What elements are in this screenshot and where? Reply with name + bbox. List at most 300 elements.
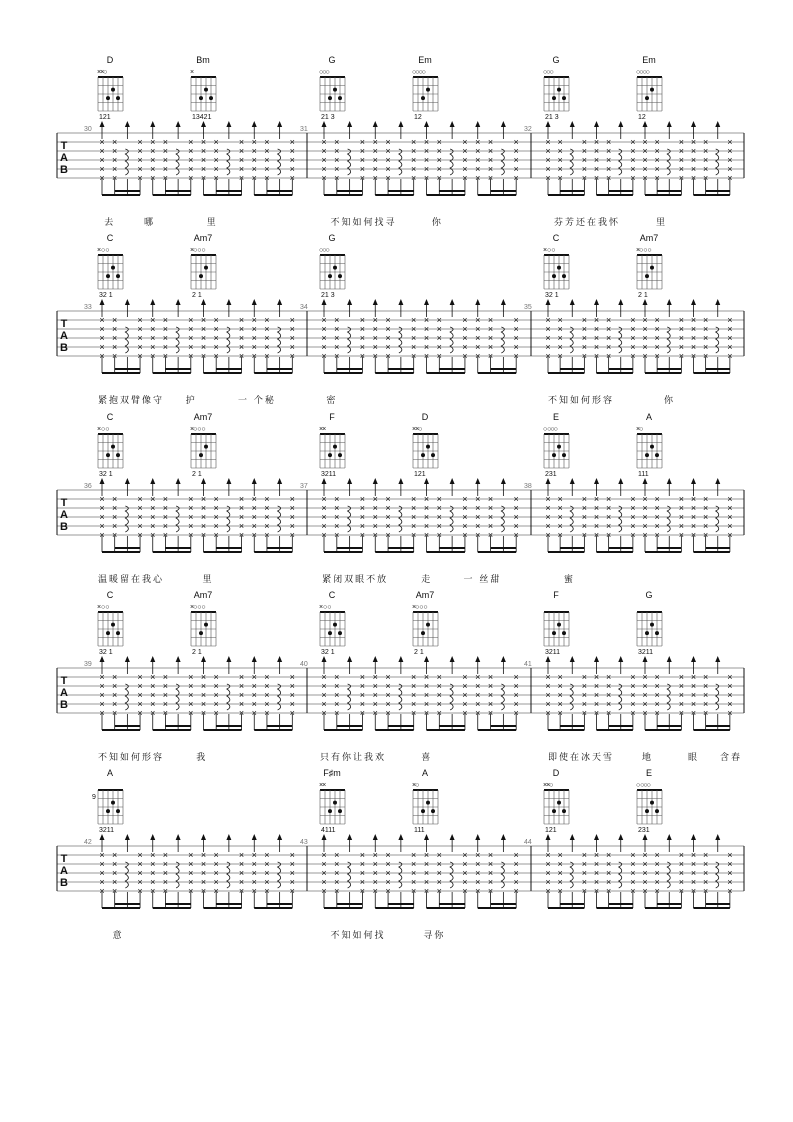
svg-text:×: × [238, 146, 245, 156]
svg-text:×: × [487, 521, 494, 531]
svg-text:×: × [359, 494, 366, 504]
svg-text:×: × [251, 351, 257, 361]
svg-text:×: × [359, 324, 366, 334]
svg-text:×: × [137, 173, 143, 183]
svg-text:×: × [605, 494, 612, 504]
svg-text:×: × [200, 672, 207, 682]
svg-text:×: × [475, 877, 481, 887]
strum-stroke [214, 137, 219, 183]
chord-diagram [97, 55, 123, 121]
svg-text:×: × [557, 530, 563, 540]
svg-text:×: × [581, 494, 588, 504]
svg-text:×: × [436, 681, 442, 691]
svg-text:×: × [238, 530, 245, 540]
strum-stroke [321, 850, 326, 896]
svg-text:×: × [605, 324, 612, 334]
svg-text:×: × [642, 530, 648, 540]
svg-text:×: × [137, 164, 143, 174]
strum-stroke [214, 672, 219, 718]
svg-text:×: × [150, 137, 156, 147]
svg-text:×: × [200, 503, 207, 513]
svg-text:×: × [372, 886, 378, 896]
svg-text:×: × [411, 164, 417, 174]
svg-text:×: × [678, 512, 685, 522]
measure [300, 768, 531, 908]
svg-text:×: × [411, 699, 417, 709]
svg-text:×: × [137, 512, 143, 522]
svg-text:×: × [593, 868, 600, 878]
svg-text:×: × [200, 877, 207, 887]
svg-text:×: × [727, 868, 733, 878]
chord-grid [191, 255, 216, 289]
finger-numbers: 21 3 [545, 114, 559, 121]
chord-name: A [421, 768, 429, 778]
svg-text:×: × [593, 164, 600, 174]
strum-stroke [163, 850, 168, 896]
svg-text:×: × [213, 137, 219, 147]
strum-stroke [290, 850, 295, 896]
finger-numbers: 32 1 [321, 649, 335, 656]
svg-text:×: × [334, 886, 340, 896]
strum-stroke [619, 506, 622, 532]
strum-stroke [450, 862, 453, 888]
svg-text:×: × [321, 681, 327, 691]
svg-text:×: × [334, 877, 340, 887]
chord-grid [98, 255, 123, 289]
strum-stroke [630, 315, 635, 361]
svg-text:×: × [359, 690, 366, 700]
strum-stroke [557, 494, 562, 540]
svg-text:×: × [162, 494, 169, 504]
svg-text:×: × [289, 164, 295, 174]
svg-text:×: × [334, 868, 340, 878]
svg-text:×: × [487, 494, 494, 504]
strum-stroke [475, 137, 480, 183]
svg-text:×: × [702, 868, 709, 878]
svg-text:×: × [545, 164, 551, 174]
lyric-text: 地 [642, 753, 654, 763]
strum-stroke [411, 672, 416, 718]
chord-grid [320, 790, 345, 824]
strum-stroke [437, 850, 442, 896]
svg-text:×: × [513, 494, 519, 504]
svg-text:×: × [372, 494, 378, 504]
svg-text:×: × [727, 146, 733, 156]
strum-stroke [360, 494, 365, 540]
svg-text:×: × [112, 530, 118, 540]
measure [300, 55, 531, 195]
svg-text:×: × [200, 708, 207, 718]
strum-stroke [703, 494, 708, 540]
svg-text:×: × [385, 672, 391, 682]
svg-text:×: × [238, 708, 245, 718]
string-marks: ○○○ [543, 69, 553, 76]
svg-text:×: × [213, 324, 219, 334]
svg-text:×: × [690, 859, 697, 869]
svg-text:×: × [112, 681, 118, 691]
lyric-text: 里 [656, 218, 668, 228]
svg-text:×: × [200, 521, 207, 531]
svg-text:×: × [642, 886, 648, 896]
measure-number: 36 [84, 483, 92, 490]
svg-text:×: × [462, 868, 468, 878]
svg-text:×: × [690, 137, 697, 147]
svg-text:×: × [475, 333, 481, 343]
strum-stroke [360, 850, 365, 896]
measure-number: 43 [300, 839, 308, 846]
svg-text:×: × [200, 342, 207, 352]
svg-text:×: × [112, 877, 118, 887]
strum-stroke [691, 494, 696, 540]
svg-text:×: × [385, 137, 391, 147]
svg-text:×: × [727, 164, 733, 174]
chord-name: C [106, 590, 114, 600]
svg-text:×: × [162, 351, 169, 361]
svg-text:×: × [213, 342, 219, 352]
svg-text:×: × [385, 173, 391, 183]
svg-text:×: × [385, 681, 391, 691]
svg-text:×: × [334, 351, 340, 361]
svg-text:×: × [630, 155, 636, 165]
svg-text:×: × [372, 512, 378, 522]
svg-text:×: × [289, 333, 295, 343]
svg-text:×: × [150, 886, 156, 896]
strum-stroke [188, 672, 193, 718]
string-marks: × ○ ○ [319, 604, 331, 611]
strum-stroke [360, 137, 365, 183]
svg-text:×: × [372, 342, 378, 352]
svg-text:×: × [99, 699, 105, 709]
svg-text:×: × [162, 877, 169, 887]
svg-text:×: × [162, 333, 169, 343]
strum-stroke [727, 137, 732, 183]
svg-text:×: × [545, 173, 551, 183]
svg-text:×: × [581, 137, 588, 147]
svg-text:×: × [462, 503, 468, 513]
svg-text:×: × [385, 877, 391, 887]
svg-text:×: × [150, 333, 156, 343]
svg-text:×: × [436, 530, 442, 540]
strum-stroke [150, 672, 155, 718]
strum-stroke [112, 672, 117, 718]
string-marks: × [190, 69, 194, 76]
finger-numbers: 32 1 [545, 292, 559, 299]
svg-text:×: × [251, 521, 257, 531]
svg-text:×: × [593, 503, 600, 513]
svg-text:×: × [642, 351, 648, 361]
svg-text:×: × [642, 859, 648, 869]
strum-stroke [475, 850, 480, 896]
svg-text:×: × [289, 315, 295, 325]
string-marks: ○○○ [319, 247, 329, 254]
svg-text:×: × [385, 690, 391, 700]
svg-text:×: × [150, 342, 156, 352]
svg-text:×: × [545, 146, 551, 156]
chord-grid [320, 77, 345, 111]
svg-text:×: × [545, 708, 551, 718]
svg-text:×: × [188, 315, 194, 325]
svg-text:×: × [678, 342, 685, 352]
svg-text:×: × [200, 690, 207, 700]
chord-grid [544, 434, 569, 468]
svg-text:×: × [642, 146, 648, 156]
svg-text:×: × [475, 868, 481, 878]
chord-name: G [328, 233, 336, 243]
svg-text:×: × [359, 521, 366, 531]
chord-grid [544, 790, 569, 824]
svg-text:×: × [462, 521, 468, 531]
svg-text:×: × [581, 351, 588, 361]
svg-text:×: × [137, 155, 143, 165]
string-marks: × ○ ○ [97, 247, 109, 254]
svg-text:×: × [581, 530, 588, 540]
svg-text:×: × [654, 877, 660, 887]
svg-text:×: × [557, 164, 563, 174]
svg-text:×: × [513, 699, 519, 709]
strum-stroke [125, 327, 128, 353]
svg-text:×: × [630, 699, 636, 709]
svg-text:×: × [150, 512, 156, 522]
svg-text:×: × [487, 512, 494, 522]
svg-text:×: × [557, 155, 563, 165]
svg-text:×: × [475, 672, 481, 682]
svg-text:×: × [545, 494, 551, 504]
svg-text:×: × [690, 173, 697, 183]
svg-text:×: × [137, 690, 143, 700]
string-marks: ××○ [412, 426, 422, 433]
strum-stroke [619, 149, 622, 175]
svg-text:×: × [162, 672, 169, 682]
svg-text:×: × [630, 690, 636, 700]
tab-system [57, 233, 744, 406]
svg-text:×: × [112, 868, 118, 878]
svg-text:×: × [334, 859, 340, 869]
strum-stroke [727, 672, 732, 718]
measure-number: 41 [524, 661, 532, 668]
tab-clef-letter: B [60, 521, 68, 533]
svg-text:×: × [200, 333, 207, 343]
svg-text:×: × [385, 886, 391, 896]
fret-number: 9 [92, 794, 96, 801]
svg-text:×: × [593, 877, 600, 887]
svg-text:×: × [630, 173, 636, 183]
strum-stroke [557, 137, 562, 183]
svg-text:×: × [642, 690, 648, 700]
strum-stroke [582, 494, 587, 540]
svg-text:×: × [605, 859, 612, 869]
lyric-text: 你 [431, 218, 443, 228]
svg-text:×: × [251, 877, 257, 887]
svg-text:×: × [605, 868, 612, 878]
strum-stroke [679, 672, 684, 718]
svg-text:×: × [238, 503, 245, 513]
tab-clef-letter: A [60, 687, 68, 699]
svg-text:×: × [334, 512, 340, 522]
strum-stroke [630, 494, 635, 540]
svg-text:×: × [321, 530, 327, 540]
finger-numbers: 3211 [638, 649, 654, 656]
svg-text:×: × [188, 521, 194, 531]
strum-stroke [321, 494, 326, 540]
svg-text:×: × [593, 512, 600, 522]
strum-stroke [545, 850, 550, 896]
strum-stroke [321, 672, 326, 718]
svg-text:×: × [702, 708, 709, 718]
svg-text:×: × [513, 503, 519, 513]
svg-text:×: × [289, 886, 295, 896]
svg-text:×: × [162, 324, 169, 334]
svg-text:×: × [112, 315, 118, 325]
svg-text:×: × [605, 164, 612, 174]
svg-text:×: × [411, 868, 417, 878]
svg-text:×: × [605, 146, 612, 156]
svg-text:×: × [423, 886, 430, 896]
chord-grid [413, 434, 438, 468]
svg-text:×: × [581, 146, 588, 156]
svg-text:×: × [334, 164, 340, 174]
svg-text:×: × [112, 351, 118, 361]
strum-stroke [176, 149, 179, 175]
strum-stroke [321, 137, 326, 183]
svg-text:×: × [630, 877, 636, 887]
svg-text:×: × [238, 868, 245, 878]
strum-stroke [437, 494, 442, 540]
strum-stroke [214, 850, 219, 896]
svg-text:×: × [112, 850, 118, 860]
svg-text:×: × [213, 690, 219, 700]
chord-name: G [552, 55, 560, 65]
svg-text:×: × [423, 494, 430, 504]
tab-clef-letter: B [60, 164, 68, 176]
svg-text:×: × [557, 512, 563, 522]
svg-text:×: × [213, 315, 219, 325]
strum-stroke [514, 315, 519, 361]
svg-text:×: × [462, 173, 468, 183]
svg-text:×: × [251, 503, 257, 513]
strum-stroke [360, 672, 365, 718]
measure-number: 40 [300, 661, 308, 668]
strum-stroke [488, 137, 493, 183]
measure-number: 37 [300, 483, 308, 490]
strum-stroke [137, 494, 142, 540]
tab-clef-letter: A [60, 509, 68, 521]
svg-text:×: × [436, 146, 442, 156]
svg-text:×: × [200, 155, 207, 165]
strum-stroke [450, 327, 453, 353]
svg-text:×: × [385, 315, 391, 325]
strum-stroke [252, 137, 257, 183]
svg-text:×: × [690, 164, 697, 174]
strum-stroke [348, 327, 351, 353]
svg-text:×: × [200, 850, 207, 860]
svg-text:×: × [99, 681, 105, 691]
svg-text:×: × [251, 681, 257, 691]
measure [524, 55, 744, 195]
lyric-text: 去 [104, 218, 116, 228]
strum-stroke [703, 315, 708, 361]
svg-text:×: × [99, 164, 105, 174]
svg-text:×: × [372, 503, 378, 513]
string-marks: ×○ ○ ○ [412, 604, 427, 611]
svg-text:×: × [188, 859, 194, 869]
svg-text:×: × [513, 324, 519, 334]
strum-stroke [334, 672, 339, 718]
svg-text:×: × [593, 146, 600, 156]
strum-stroke [606, 494, 611, 540]
svg-text:×: × [487, 146, 494, 156]
svg-text:×: × [630, 850, 636, 860]
svg-text:×: × [137, 868, 143, 878]
svg-text:×: × [321, 315, 327, 325]
svg-text:×: × [642, 512, 648, 522]
strum-stroke [462, 494, 467, 540]
svg-text:×: × [112, 324, 118, 334]
svg-text:×: × [238, 512, 245, 522]
svg-text:×: × [581, 521, 588, 531]
svg-text:×: × [593, 494, 600, 504]
svg-text:×: × [593, 850, 600, 860]
finger-numbers: 32 1 [99, 292, 113, 299]
strum-stroke [462, 315, 467, 361]
svg-text:×: × [462, 859, 468, 869]
svg-text:×: × [630, 324, 636, 334]
svg-text:×: × [334, 672, 340, 682]
svg-text:×: × [251, 886, 257, 896]
strum-stroke [278, 684, 281, 710]
strum-stroke [679, 850, 684, 896]
svg-text:×: × [727, 333, 733, 343]
strum-stroke [373, 137, 378, 183]
svg-text:×: × [359, 503, 366, 513]
finger-numbers: 3211 [321, 471, 337, 478]
svg-text:×: × [513, 351, 519, 361]
lyric-text: 不知如何形容 [548, 396, 615, 406]
svg-text:×: × [150, 859, 156, 869]
svg-text:×: × [642, 315, 648, 325]
strum-stroke [125, 862, 128, 888]
svg-text:×: × [99, 146, 105, 156]
chord-name: C [328, 590, 336, 600]
svg-text:×: × [436, 342, 442, 352]
strum-stroke [606, 137, 611, 183]
svg-text:×: × [359, 886, 366, 896]
svg-text:×: × [654, 521, 660, 531]
svg-text:×: × [581, 324, 588, 334]
svg-text:×: × [545, 155, 551, 165]
svg-text:×: × [112, 672, 118, 682]
svg-text:×: × [727, 155, 733, 165]
svg-text:×: × [334, 146, 340, 156]
strum-stroke [278, 327, 281, 353]
svg-text:×: × [642, 681, 648, 691]
tab-clef-letter: B [60, 877, 68, 889]
strum-stroke [348, 862, 351, 888]
svg-text:×: × [188, 530, 194, 540]
svg-text:×: × [99, 137, 105, 147]
string-marks: ×○ ○ ○ [190, 604, 205, 611]
svg-text:×: × [654, 690, 660, 700]
svg-text:×: × [200, 146, 207, 156]
svg-text:×: × [264, 173, 270, 183]
svg-text:×: × [321, 503, 327, 513]
svg-text:×: × [487, 324, 494, 334]
lyric-text: 你 [664, 396, 676, 406]
svg-text:×: × [372, 324, 378, 334]
strum-stroke [264, 672, 269, 718]
svg-text:×: × [251, 868, 257, 878]
svg-text:×: × [581, 512, 588, 522]
svg-text:×: × [436, 164, 442, 174]
